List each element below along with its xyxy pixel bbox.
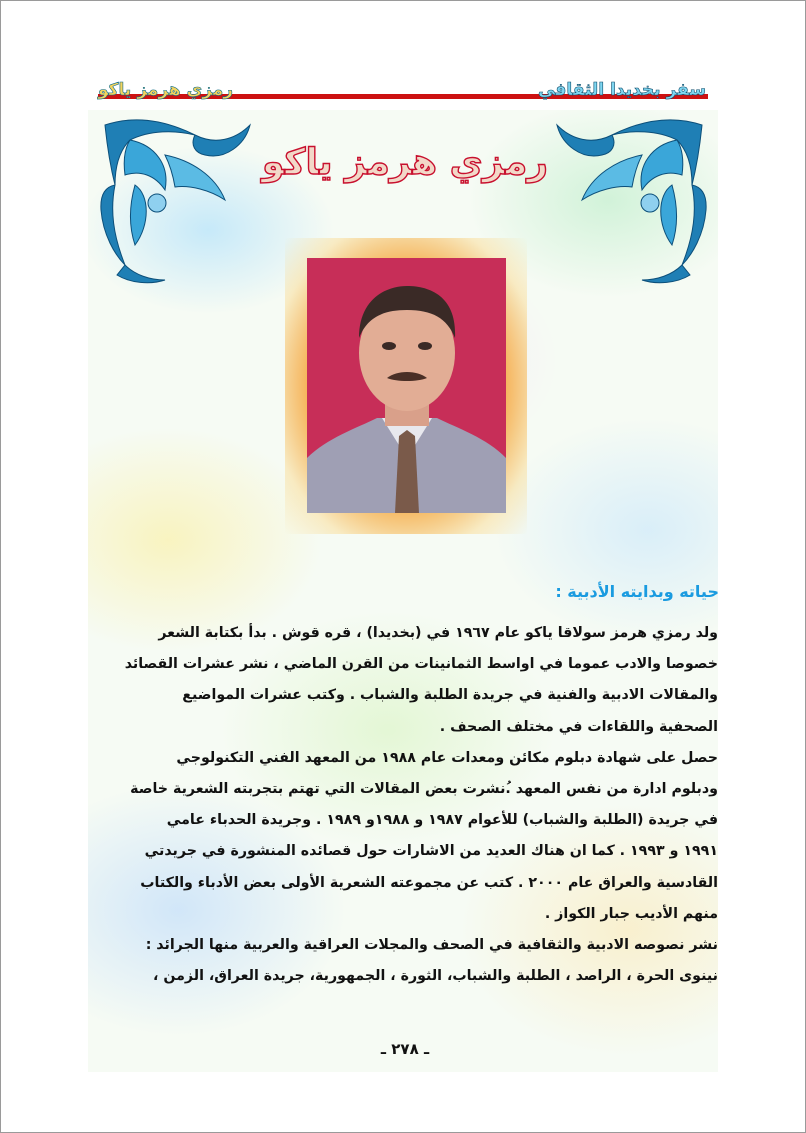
body-line: والمقالات الادبية والفنية في جريدة الطلبة والشباب . وكتب عشرات المواضيع — [182, 687, 718, 704]
body-line: الصحفية واللقاءات في مختلف الصحف . — [439, 718, 718, 735]
body-line: ١٩٩١ و ١٩٩٣ . كما ان هناك العديد من الاشارات حول قصائده المنشورة في جريدتي — [144, 843, 718, 860]
portrait-photo — [307, 258, 506, 513]
body-line: منهم الأديب جبار الكواز . — [544, 905, 718, 922]
body-line: القادسية والعراق عام ٢٠٠٠ . كتب عن مجموعته الشعرية الأولى بعض الأدباء والكتاب — [140, 874, 718, 891]
body-line: في جريدة (الطلبة والشباب) للأعوام ١٩٨٧ و ١٩٨٨و ١٩٨٩ . وجريدة الحدباء عامي — [166, 812, 718, 829]
body-line: ودبلوم ادارة من نفس المعهد .ُنشرت بعض المقالات التي تهتم بتجربته الشعرية خاصة — [130, 780, 718, 797]
body-line: خصوصا والادب عموما في اواسط الثمانينات من القرن الماضي ، نشر عشرات القصائد — [124, 656, 718, 673]
header-author-name: رمزي هرمز ياكو — [98, 80, 234, 100]
section-heading: حياته وبدايته الأدبية : — [555, 582, 719, 601]
body-line: نشر نصوصه الادبية والثقافية في الصحف والمجلات العراقية والعربية منها الجرائد : — [145, 936, 718, 953]
corner-ornament-icon — [95, 115, 255, 285]
body-line: ولد رمزي هرمز سولاقا ياكو عام ١٩٦٧ في (بخديدا) ، قره قوش . بدأ بكتابة الشعر — [158, 625, 718, 641]
page-title: رمزي هرمز ياكو — [261, 142, 549, 183]
portrait-illustration — [307, 258, 506, 513]
body-line: نينوى الحرة ، الراصد ، الطلبة والشباب، الثورة ، الجمهورية، جريدة العراق، الزمن ، — [153, 968, 718, 985]
corner-ornament-icon — [552, 115, 712, 285]
body-line: حصل على شهادة دبلوم مكائن ومعدات عام ١٩٨٨ من المعهد الفني التكنولوجي — [176, 749, 718, 766]
header-book-title: سفر بخديدا الثقافي — [538, 80, 706, 100]
page-number: ـ ٢٧٨ ـ — [380, 1040, 430, 1058]
biography-text — [98, 618, 718, 992]
